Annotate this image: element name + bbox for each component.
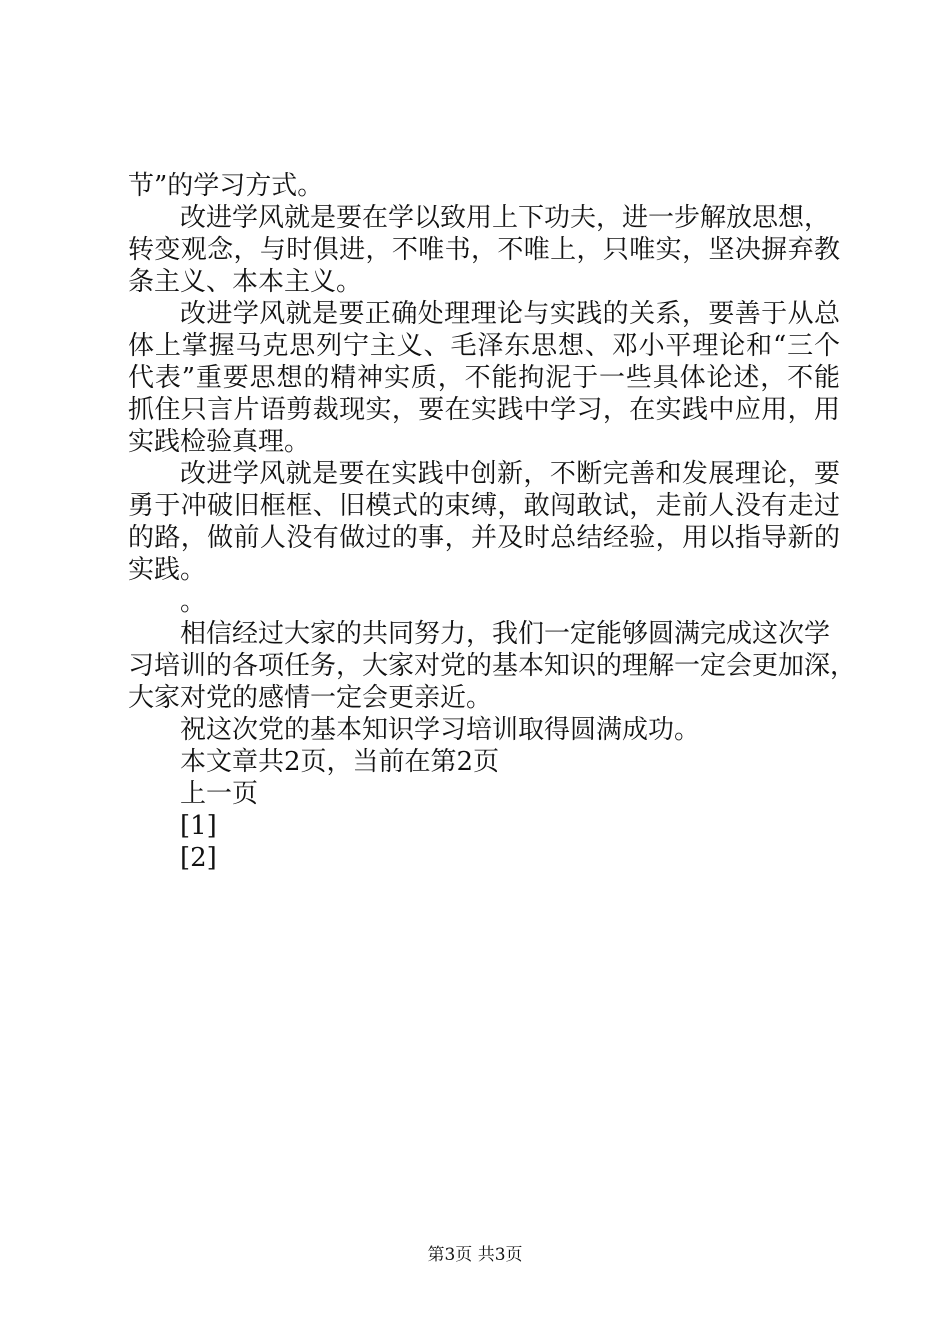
- text-line: 实践。: [128, 555, 207, 585]
- text-line: 实践检验真理。: [128, 427, 311, 457]
- text-line: 改进学风就是要在学以致用上下功夫，进一步解放思想，: [180, 203, 831, 233]
- text-line: 转变观念，与时俱进，不唯书，不唯上，只唯实，坚决摒弃教: [128, 235, 840, 265]
- text-line: 祝这次党的基本知识学习培训取得圆满成功。: [180, 715, 701, 745]
- text-line: 代表”重要思想的精神实质，不能拘泥于一些具体论述，不能: [128, 363, 840, 393]
- page-count-text: 本文章共2页，当前在第2页: [180, 747, 500, 777]
- text-line: 体上掌握马克思列宁主义、毛泽东思想、邓小平理论和“三个: [128, 331, 840, 361]
- text-line: 改进学风就是要正确处理理论与实践的关系，要善于从总: [180, 299, 840, 329]
- text-line: 节”的学习方式。: [128, 171, 324, 201]
- text-line: 相信经过大家的共同努力，我们一定能够圆满完成这次学: [180, 619, 831, 649]
- prev-page-link[interactable]: 上一页: [180, 779, 259, 809]
- text-line: 抓住只言片语剪裁现实，要在实践中学习，在实践中应用，用: [128, 395, 840, 425]
- text-line: 习培训的各项任务，大家对党的基本知识的理解一定会更加深，: [128, 651, 857, 681]
- text-line: 的路，做前人没有做过的事，并及时总结经验，用以指导新的: [128, 523, 840, 553]
- text-line: 条主义、本本主义。: [128, 267, 363, 297]
- text-line: 勇于冲破旧框框、旧模式的束缚，敢闯敢试，走前人没有走过: [128, 491, 840, 521]
- text-line: 改进学风就是要在实践中创新，不断完善和发展理论，要: [180, 459, 840, 489]
- text-line: 。: [180, 587, 207, 617]
- page-2-link[interactable]: [2]: [180, 843, 217, 873]
- document-body: [128, 170, 857, 874]
- page-1-link[interactable]: [1]: [180, 811, 217, 841]
- page-footer: 第3页 共3页: [427, 1245, 523, 1265]
- text-line: 大家对党的感情一定会更亲近。: [128, 683, 493, 713]
